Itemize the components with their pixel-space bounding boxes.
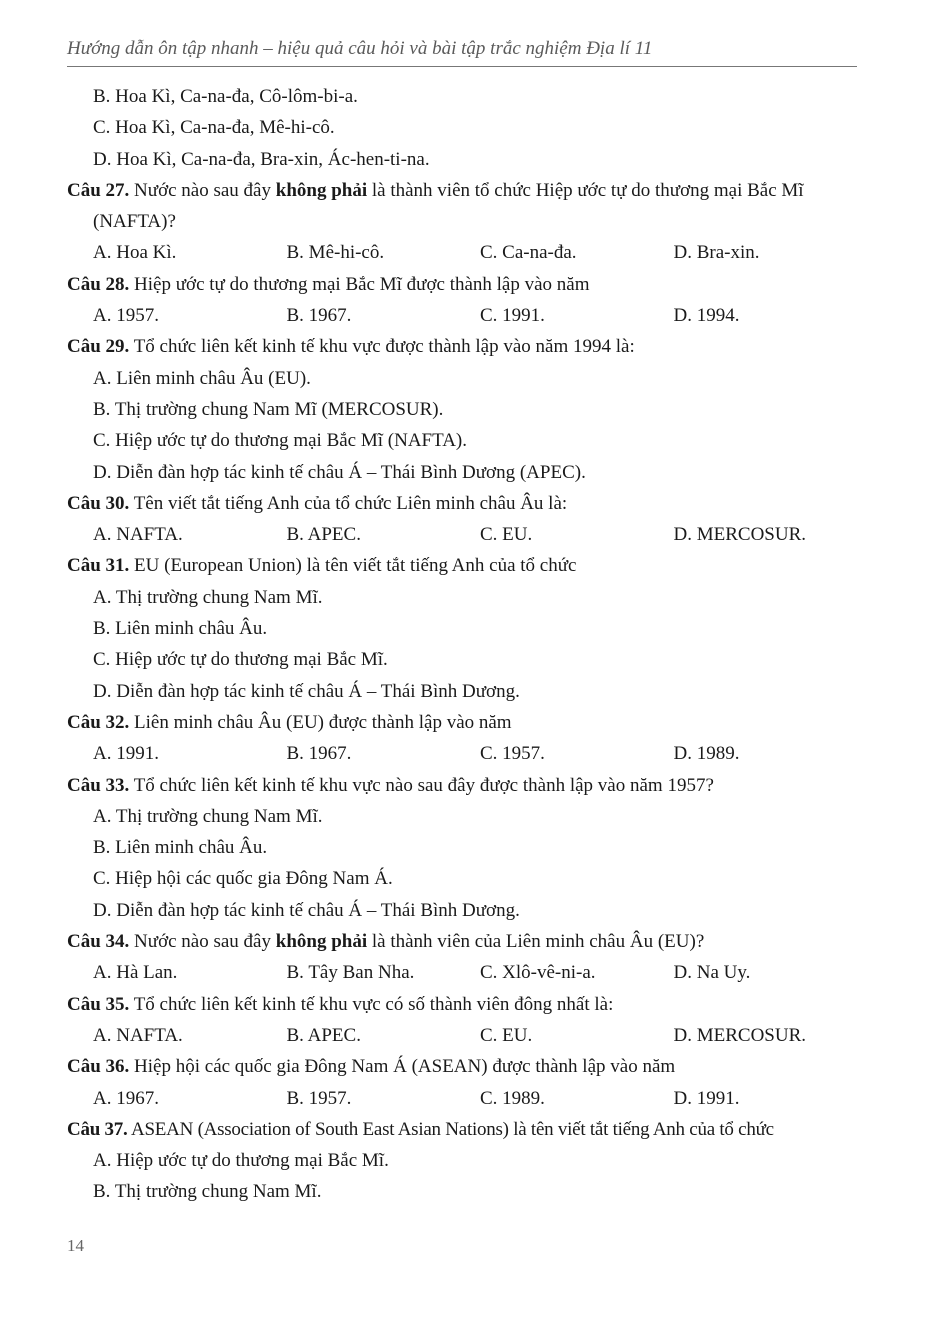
option-d: D. 1991. bbox=[673, 1087, 740, 1109]
option-a: A. Hà Lan. bbox=[93, 962, 178, 984]
option-d: D. Diễn đàn hợp tác kinh tế châu Á – Thái Bình Dương. bbox=[93, 680, 520, 702]
options-row bbox=[67, 300, 867, 331]
option-d: D. Diễn đàn hợp tác kinh tế châu Á – Thái Bình Dương (APEC). bbox=[93, 461, 586, 483]
option-d: D. MERCOSUR. bbox=[673, 524, 806, 546]
option-a: A. NAFTA. bbox=[93, 524, 183, 546]
option-d: D. Bra-xin. bbox=[673, 242, 760, 264]
running-header bbox=[67, 38, 857, 67]
option-b: B. APEC. bbox=[286, 524, 361, 546]
option-d: D. MERCOSUR. bbox=[673, 1024, 806, 1046]
option-b: B. 1957. bbox=[286, 1087, 352, 1109]
option-c: C. EU. bbox=[480, 1024, 533, 1046]
option-d: D. 1994. bbox=[673, 305, 740, 327]
option-b: B. APEC. bbox=[286, 1024, 361, 1046]
question-text: Tổ chức liên kết kinh tế khu vực có số thành viên đông nhất là: bbox=[129, 993, 614, 1015]
option-b: B. Tây Ban Nha. bbox=[286, 962, 415, 984]
question-31 bbox=[67, 550, 867, 581]
option-d: D. 1989. bbox=[673, 743, 740, 765]
option: B. Hoa Kì, Ca-na-đa, Cô-lôm-bi-a. bbox=[93, 86, 358, 107]
option-b: B. Thị trường chung Nam Mĩ (MERCOSUR). bbox=[93, 398, 444, 420]
question-34 bbox=[67, 926, 867, 957]
question-text: là thành viên tổ chức Hiệp ước tự do thương mại Bắc Mĩ (NAFTA)? bbox=[93, 179, 804, 233]
emphasis: không phải bbox=[275, 179, 368, 201]
option-b: B. Thị trường chung Nam Mĩ. bbox=[93, 1181, 322, 1203]
option-c: C. Hiệp hội các quốc gia Đông Nam Á. bbox=[93, 868, 393, 890]
option-b: B. Mê-hi-cô. bbox=[286, 242, 385, 264]
option-b: B. 1967. bbox=[286, 743, 352, 765]
emphasis: không phải bbox=[275, 931, 368, 953]
options-row bbox=[67, 1083, 867, 1114]
option-a: A. Hoa Kì. bbox=[93, 242, 177, 264]
question-number: Câu 30. bbox=[67, 492, 130, 514]
option-c: C. Hiệp ước tự do thương mại Bắc Mĩ. bbox=[93, 649, 388, 671]
option-a: A. 1991. bbox=[93, 743, 159, 765]
question-number: Câu 29. bbox=[67, 336, 130, 358]
option-c: C. Ca-na-đa. bbox=[480, 242, 577, 264]
option-a: A. 1957. bbox=[93, 305, 159, 327]
option-a: A. 1967. bbox=[93, 1087, 159, 1109]
question-number: Câu 28. bbox=[67, 273, 130, 295]
options-row bbox=[67, 957, 867, 988]
question-text: ASEAN (Association of South East Asian Nations) là tên viết tắt tiếng Anh của tổ chức bbox=[127, 1118, 774, 1140]
question-number: Câu 27. bbox=[67, 179, 130, 201]
option-a: A. Liên minh châu Âu (EU). bbox=[93, 367, 311, 389]
question-37 bbox=[67, 1114, 867, 1145]
option-b: B. 1967. bbox=[286, 305, 352, 327]
option-d: D. Na Uy. bbox=[673, 962, 751, 984]
question-number: Câu 34. bbox=[67, 931, 130, 953]
question-text: Tổ chức liên kết kinh tế khu vực được thành lập vào năm 1994 là: bbox=[129, 336, 635, 358]
question-36 bbox=[67, 1051, 867, 1082]
question-32 bbox=[67, 707, 867, 738]
question-text: Hiệp ước tự do thương mại Bắc Mĩ được thành lập vào năm bbox=[129, 273, 590, 295]
question-text: EU (European Union) là tên viết tắt tiếng Anh của tổ chức bbox=[129, 555, 577, 577]
question-number: Câu 37. bbox=[67, 1118, 128, 1140]
option: D. Hoa Kì, Ca-na-đa, Bra-xin, Ác-hen-ti-na. bbox=[93, 148, 430, 170]
option-c: C. Hiệp ước tự do thương mại Bắc Mĩ (NAFTA). bbox=[93, 430, 468, 452]
question-30 bbox=[67, 488, 867, 519]
header-title: Hướng dẫn ôn tập nhanh – hiệu quả câu hỏi và bài tập trắc nghiệm Địa lí 11 bbox=[67, 38, 653, 59]
option-a: A. NAFTA. bbox=[93, 1024, 183, 1046]
option-c: C. 1989. bbox=[480, 1087, 545, 1109]
option-a: A. Hiệp ước tự do thương mại Bắc Mĩ. bbox=[93, 1150, 389, 1172]
question-28 bbox=[67, 269, 867, 300]
question-number: Câu 31. bbox=[67, 555, 130, 577]
question-number: Câu 33. bbox=[67, 774, 130, 796]
question-text: Nước nào sau đây bbox=[129, 179, 276, 201]
options-row bbox=[67, 519, 867, 550]
question-27 bbox=[67, 175, 867, 238]
question-text: Hiệp hội các quốc gia Đông Nam Á (ASEAN) được thành lập vào năm bbox=[129, 1056, 676, 1078]
option-c: C. 1957. bbox=[480, 743, 545, 765]
option-c: C. 1991. bbox=[480, 305, 545, 327]
question-text: Tên viết tắt tiếng Anh của tổ chức Liên minh châu Âu là: bbox=[129, 492, 568, 514]
page-content bbox=[67, 81, 867, 1208]
page-number: 14 bbox=[67, 1236, 84, 1255]
options-row bbox=[67, 1020, 867, 1051]
option-b: B. Liên minh châu Âu. bbox=[93, 618, 268, 640]
question-text: Nước nào sau đây bbox=[129, 931, 276, 953]
question-text: là thành viên của Liên minh châu Âu (EU)? bbox=[367, 931, 705, 953]
question-number: Câu 36. bbox=[67, 1056, 130, 1078]
options-row bbox=[67, 237, 867, 268]
question-29 bbox=[67, 331, 867, 362]
option-c: C. EU. bbox=[480, 524, 533, 546]
option-b: B. Liên minh châu Âu. bbox=[93, 837, 268, 859]
question-text: Tổ chức liên kết kinh tế khu vực nào sau đây được thành lập vào năm 1957? bbox=[129, 774, 714, 796]
question-number: Câu 32. bbox=[67, 711, 130, 733]
question-text: Liên minh châu Âu (EU) được thành lập vào năm bbox=[129, 711, 512, 733]
option-c: C. Xlô-vê-ni-a. bbox=[480, 962, 596, 984]
option-d: D. Diễn đàn hợp tác kinh tế châu Á – Thái Bình Dương. bbox=[93, 899, 520, 921]
question-35 bbox=[67, 989, 867, 1020]
option: C. Hoa Kì, Ca-na-đa, Mê-hi-cô. bbox=[93, 117, 335, 139]
option-a: A. Thị trường chung Nam Mĩ. bbox=[93, 586, 323, 608]
option-a: A. Thị trường chung Nam Mĩ. bbox=[93, 805, 323, 827]
question-number: Câu 35. bbox=[67, 993, 130, 1015]
options-row bbox=[67, 738, 867, 769]
question-33 bbox=[67, 770, 867, 801]
